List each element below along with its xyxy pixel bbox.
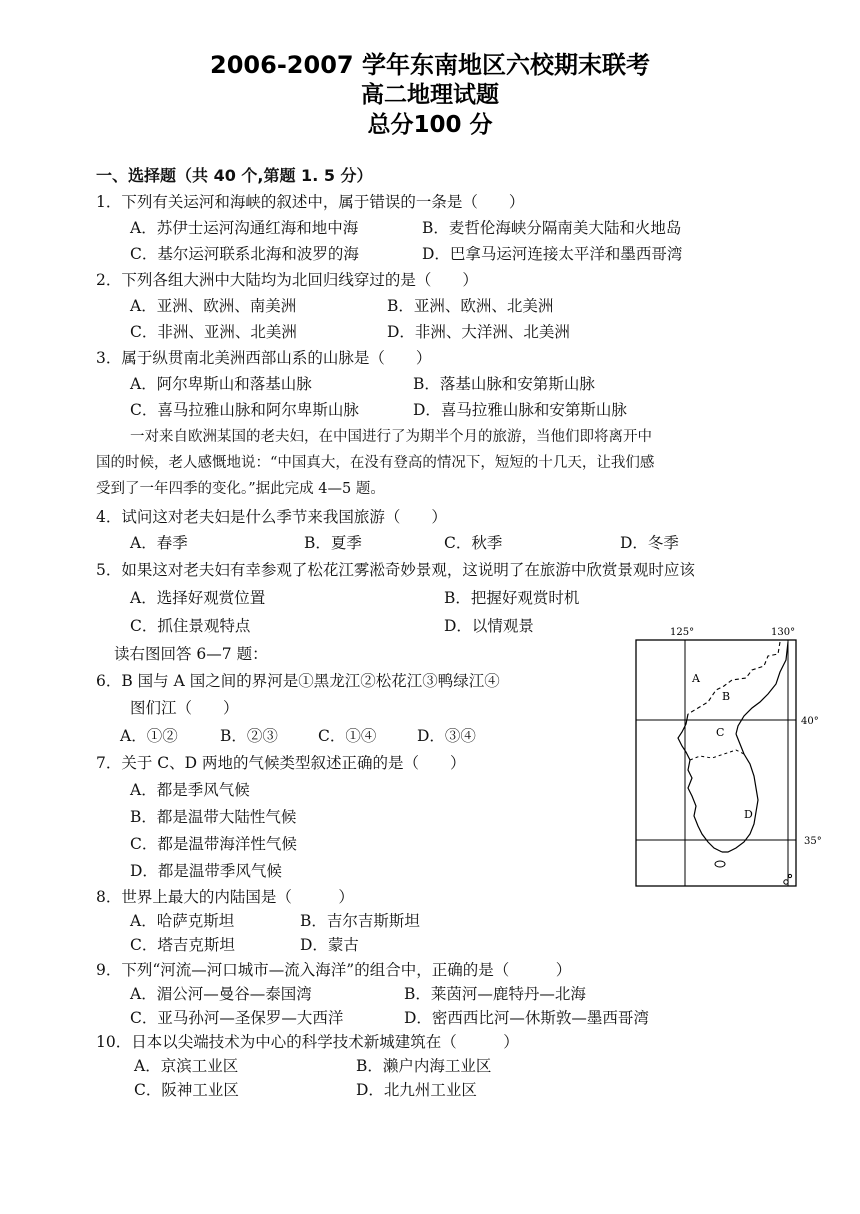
q8-option-a: A．哈萨克斯坦: [130, 912, 235, 930]
section-heading: 一、选择题（共 40 个,第题 1. 5 分）: [96, 166, 373, 185]
q5-option-b: B．把握好观赏时机: [444, 589, 580, 607]
label-a: A: [692, 672, 700, 685]
q7-option-b: B．都是温带大陆性气候: [130, 808, 297, 826]
question-3-stem: 3．属于纵贯南北美洲西部山系的山脉是（ ）: [96, 349, 432, 367]
passage-line-2: 国的时候，老人感慨地说：“中国真大，在没有登高的情况下，短短的十几天，让我们感: [96, 455, 655, 471]
passage-line-1: 一对来自欧洲某国的老夫妇，在中国进行了为期半个月的旅游，当他们即将离开中: [130, 429, 652, 445]
label-b: B: [722, 690, 731, 703]
q6-option-c: C．①④: [318, 727, 377, 745]
q1-option-b: B．麦哲伦海峡分隔南美大陆和火地岛: [422, 219, 682, 237]
exam-title: 2006-2007 学年东南地区六校期末联考: [210, 51, 650, 79]
question-6-stem-cont: 图们江（ ）: [130, 699, 239, 717]
q6-option-d: D．③④: [417, 727, 476, 745]
coastline-east: [722, 734, 758, 852]
lon-label-125: 125°: [670, 627, 695, 638]
q8-option-c: C．塔吉克斯坦: [130, 936, 235, 954]
q9-option-c: C．亚马孙河—圣保罗—大西洋: [130, 1009, 344, 1027]
q2-option-b: B．亚洲、欧洲、北美洲: [387, 297, 554, 315]
q9-option-a: A．湄公河—曼谷—泰国湾: [130, 985, 312, 1003]
total-score: 总分100 分: [367, 112, 493, 138]
q9-option-d: D．密西西比河—休斯敦—墨西哥湾: [404, 1009, 649, 1027]
q1-option-d: D．巴拿马运河连接太平洋和墨西哥湾: [422, 245, 683, 263]
question-5-stem: 5．如果这对老夫妇有幸参观了松花江雾淞奇妙景观，这说明了在旅游中欣赏景观时应该: [96, 561, 695, 579]
label-d: D: [744, 808, 753, 821]
q9-option-b: B．莱茵河—鹿特丹—北海: [404, 985, 586, 1003]
question-10-stem: 10．日本以尖端技术为中心的科学技术新城建筑在（ ）: [96, 1033, 519, 1051]
question-1-stem: 1．下列有关运河和海峡的叙述中，属于错误的一条是（ ）: [96, 193, 525, 211]
passage-line-3: 受到了一年四季的变化。”据此完成 4—5 题。: [96, 481, 385, 497]
korea-map-figure: [628, 620, 852, 892]
q6-option-a: A．①②: [120, 727, 178, 745]
exam-subject: 高二地理试题: [361, 82, 499, 108]
lon-label-130: 130°: [771, 627, 796, 638]
q10-option-c: C．阪神工业区: [134, 1081, 239, 1099]
question-8-stem: 8．世界上最大的内陆国是（ ）: [96, 888, 354, 906]
q3-option-d: D．喜马拉雅山脉和安第斯山脉: [413, 401, 627, 419]
q4-option-a: A．春季: [130, 534, 188, 552]
q5-option-d: D．以情观景: [444, 617, 534, 635]
lat-label-40: 40°: [801, 716, 819, 727]
reading-passage: [96, 424, 776, 502]
q3-option-b: B．落基山脉和安第斯山脉: [413, 375, 595, 393]
q10-option-b: B．濑户内海工业区: [356, 1057, 492, 1075]
q4-option-d: D．冬季: [620, 534, 679, 552]
border-line: [688, 642, 780, 714]
q7-option-c: C．都是温带海洋性气候: [130, 835, 297, 853]
q8-option-d: D．蒙古: [300, 936, 359, 954]
q5-option-c: C．抓住景观特点: [130, 617, 251, 635]
q3-option-a: A．阿尔卑斯山和落基山脉: [130, 375, 312, 393]
map-intro: 读右图回答 6—7 题：: [114, 645, 268, 663]
question-2-stem: 2．下列各组大洲中大陆均为北回归线穿过的是（ ）: [96, 271, 478, 289]
q2-option-c: C．非洲、亚洲、北美洲: [130, 323, 297, 341]
q7-option-d: D．都是温带季风气候: [130, 862, 282, 880]
lat-label-35: 35°: [804, 836, 822, 847]
label-c: C: [716, 726, 725, 739]
korea-map-svg: [628, 620, 852, 892]
q1-option-a: A．苏伊士运河沟通红海和地中海: [130, 219, 359, 237]
q6-option-b: B．②③: [220, 727, 278, 745]
small-island-2: [788, 874, 791, 877]
q7-option-a: A．都是季风气候: [130, 781, 250, 799]
question-7-stem: 7．关于 C、D 两地的气候类型叙述正确的是（ ）: [96, 754, 466, 772]
q1-option-c: C．基尔运河联系北海和波罗的海: [130, 245, 359, 263]
peninsula-divide: [690, 750, 744, 760]
exam-title-block: [0, 50, 860, 140]
jeju-island: [715, 861, 725, 867]
q4-option-c: C．秋季: [444, 534, 503, 552]
q3-option-c: C．喜马拉雅山脉和阿尔卑斯山脉: [130, 401, 359, 419]
q5-option-a: A．选择好观赏位置: [130, 589, 266, 607]
question-4-stem: 4．试问这对老夫妇是什么季节来我国旅游（ ）: [96, 508, 447, 526]
q2-option-a: A．亚洲、欧洲、南美洲: [130, 297, 297, 315]
question-9-stem: 9．下列“河流—河口城市—流入海洋”的组合中，正确的是（ ）: [96, 961, 572, 979]
q10-option-a: A．京滨工业区: [134, 1057, 239, 1075]
q10-option-d: D．北九州工业区: [356, 1081, 477, 1099]
q8-option-b: B．吉尔吉斯斯坦: [300, 912, 420, 930]
q4-option-b: B．夏季: [304, 534, 362, 552]
q2-option-d: D．非洲、大洋洲、北美洲: [387, 323, 570, 341]
question-6-stem: 6．B 国与 A 国之间的界河是①黑龙江②松花江③鸭绿江④: [96, 672, 500, 690]
